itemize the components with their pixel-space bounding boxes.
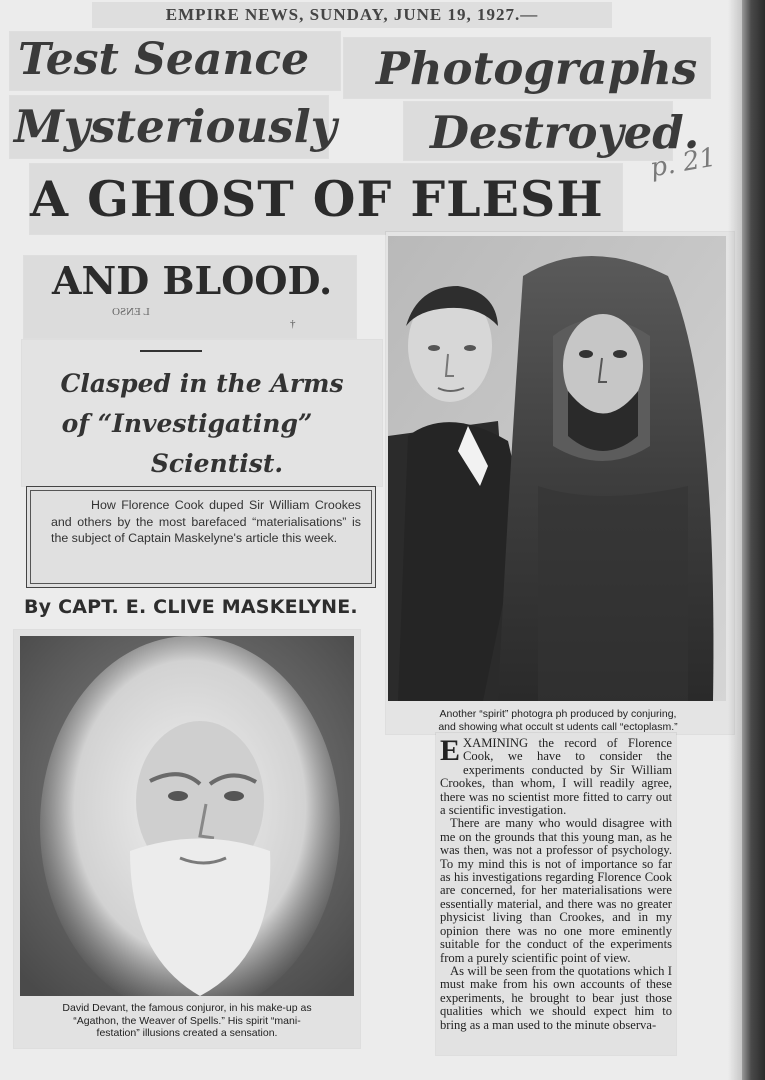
binding-edge xyxy=(742,0,765,1080)
subheading-line-3: Scientist. xyxy=(150,449,284,478)
subheading xyxy=(22,364,382,484)
headline-destroyed: Destroyed. xyxy=(430,106,700,159)
bottom-caption-line-3: festation” illusions created a sensation. xyxy=(96,1027,278,1039)
handwritten-note: p. 21 xyxy=(647,142,719,184)
headline-photographs: Photographs xyxy=(376,42,698,95)
article-column xyxy=(440,737,672,1055)
dateline: EMPIRE NEWS, SUNDAY, JUNE 19, 1927.— xyxy=(92,2,612,28)
headline-mysteriously: Mysteriously xyxy=(14,100,337,153)
top-caption-line-2: and showing what occult st udents call “ectoplasm.” xyxy=(438,720,678,733)
bottom-caption-line-2: “Agathon, the Weaver of Spells.” His spirit “mani- xyxy=(73,1014,301,1027)
small-mark: † xyxy=(290,318,296,330)
spirit-photo-image xyxy=(388,236,726,701)
headline-test-seance: Test Seance xyxy=(18,34,310,85)
rule-short xyxy=(140,350,202,352)
bottom-caption-line-1: David Devant, the famous conjuror, in his make-up as xyxy=(62,1002,312,1014)
top-photo-caption xyxy=(390,708,726,733)
article-paragraph-2: There are many who would disagree with me on the grounds that this young man, as he was then, was not a professor of psychology. To my mind this is not of importance so far as his investigations regarding Florence Cook are concerned, for her materialisations were essentially material, and there was no greater physicist living than Crookes, and in my opinion there was no one more eminently suitable for the conduct of the experiments from a purely scientific point of view. xyxy=(440,816,672,965)
article-paragraph-1 xyxy=(440,737,672,817)
headline-and-blood: AND BLOOD. xyxy=(52,258,333,303)
intro-text: How Florence Cook duped Sir William Crookes and others by the most barefaced “materialisations” is the subject of Captain Maskelyne's article this week. xyxy=(51,498,361,545)
article-paragraph-1-text: XAMINING the record of Florence Cook, we have to consider the experiments conducted by Sir William Crookes, than whom, I will readily agree, there was no scientist more fitted to carry out a scientific investigation. xyxy=(440,737,672,818)
bottom-photo-caption xyxy=(18,1002,356,1040)
article-paragraph-3: As will be seen from the quotations which I must make from his own accounts of these experiments, he brought to bear just those qualities which we should expect him to bring as a man used to the minute observa- xyxy=(440,963,672,1032)
subheading-line-1: Clasped in the Arms xyxy=(60,369,344,398)
headline-ghost-of-flesh: A GHOST OF FLESH xyxy=(30,170,604,228)
article-dropcap: E xyxy=(440,737,461,767)
top-caption-line-1: Another “spirit” photogra ph produced by conjuring, xyxy=(439,708,677,720)
devant-photograph xyxy=(20,636,354,996)
subheading-line-2: of “Investigating” xyxy=(61,409,313,438)
spirit-photograph xyxy=(388,236,726,701)
intro-box xyxy=(26,486,376,588)
mirrored-fragment: L ENSO xyxy=(112,306,150,318)
byline: By CAPT. E. CLIVE MASKELYNE. xyxy=(24,596,358,618)
devant-photo-image xyxy=(20,636,354,996)
